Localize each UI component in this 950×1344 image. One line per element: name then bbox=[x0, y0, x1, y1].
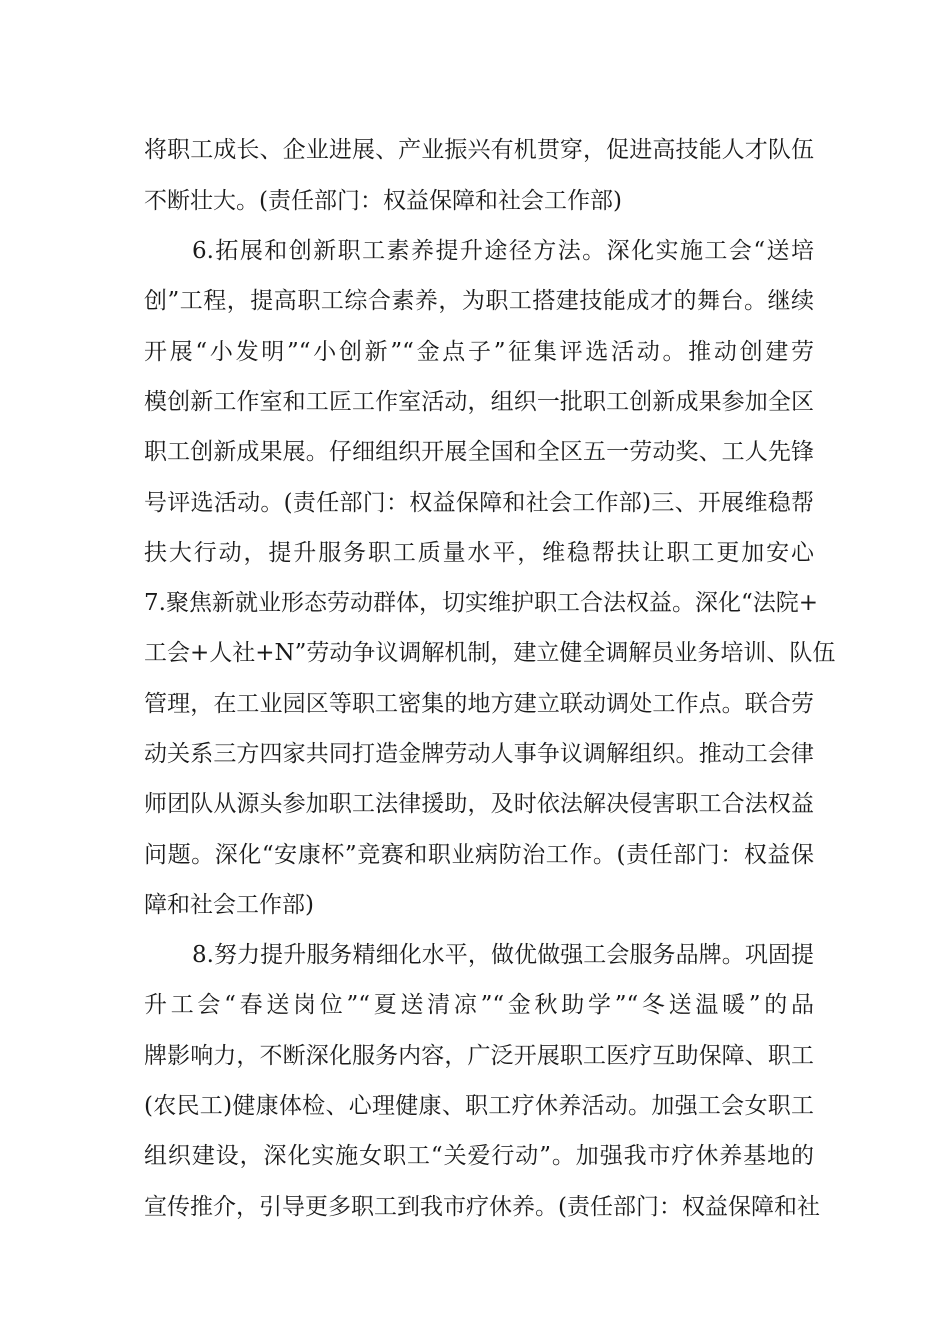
text-line-7: 职工创新成果展。仔细组织开展全国和全区五一劳动奖、工人先锋 bbox=[144, 439, 814, 465]
text-line-5: 开展“小发明”“小创新”“金点子”征集评选活动。推动创建劳 bbox=[144, 339, 814, 365]
text-line-12: 管理，在工业园区等职工密集的地方建立联动调处工作点。联合劳 bbox=[144, 691, 814, 717]
text-line-6: 模创新工作室和工匠工作室活动，组织一批职工创新成果参加全区 bbox=[144, 389, 814, 415]
text-line-17: 8.努力提升服务精细化水平，做优做强工会服务品牌。巩固提 bbox=[192, 942, 814, 968]
text-line-4: 创”工程，提高职工综合素养，为职工搭建技能成才的舞台。继续 bbox=[144, 288, 814, 314]
text-line-3: 6.拓展和创新职工素养提升途径方法。深化实施工会“送培 bbox=[192, 238, 814, 264]
text-line-14: 师团队从源头参加职工法律援助，及时依法解决侵害职工合法权益 bbox=[144, 791, 814, 817]
text-line-11: 工会+人社+N”劳动争议调解机制，建立健全调解员业务培训、队伍 bbox=[144, 640, 836, 666]
text-line-18: 升工会“春送岗位”“夏送清凉”“金秋助学”“冬送温暖”的品 bbox=[144, 992, 814, 1018]
text-line-20: (农民工)健康体检、心理健康、职工疗休养活动。加强工会女职工 bbox=[144, 1093, 814, 1119]
text-line-16: 障和社会工作部) bbox=[144, 892, 314, 918]
text-line-2: 不断壮大。(责任部门：权益保障和社会工作部) bbox=[144, 188, 622, 214]
text-line-9: 扶大行动，提升服务职工质量水平，维稳帮扶让职工更加安心 bbox=[144, 540, 814, 566]
text-line-13: 动关系三方四家共同打造金牌劳动人事争议调解组织。推动工会律 bbox=[144, 741, 814, 767]
text-line-19: 牌影响力，不断深化服务内容，广泛开展职工医疗互助保障、职工 bbox=[144, 1043, 814, 1069]
text-line-15: 问题。深化“安康杯”竞赛和职业病防治工作。(责任部门：权益保 bbox=[144, 842, 814, 868]
text-line-10: 7.聚焦新就业形态劳动群体，切实维护职工合法权益。深化“法院+ bbox=[144, 590, 818, 616]
text-line-1: 将职工成长、企业进展、产业振兴有机贯穿，促进高技能人才队伍 bbox=[144, 137, 814, 163]
text-line-8: 号评选活动。(责任部门：权益保障和社会工作部)三、开展维稳帮 bbox=[144, 490, 814, 516]
text-line-22: 宣传推介，引导更多职工到我市疗休养。(责任部门：权益保障和社 bbox=[144, 1194, 820, 1220]
text-line-21: 组织建设，深化实施女职工“关爱行动”。加强我市疗休养基地的 bbox=[144, 1143, 814, 1169]
